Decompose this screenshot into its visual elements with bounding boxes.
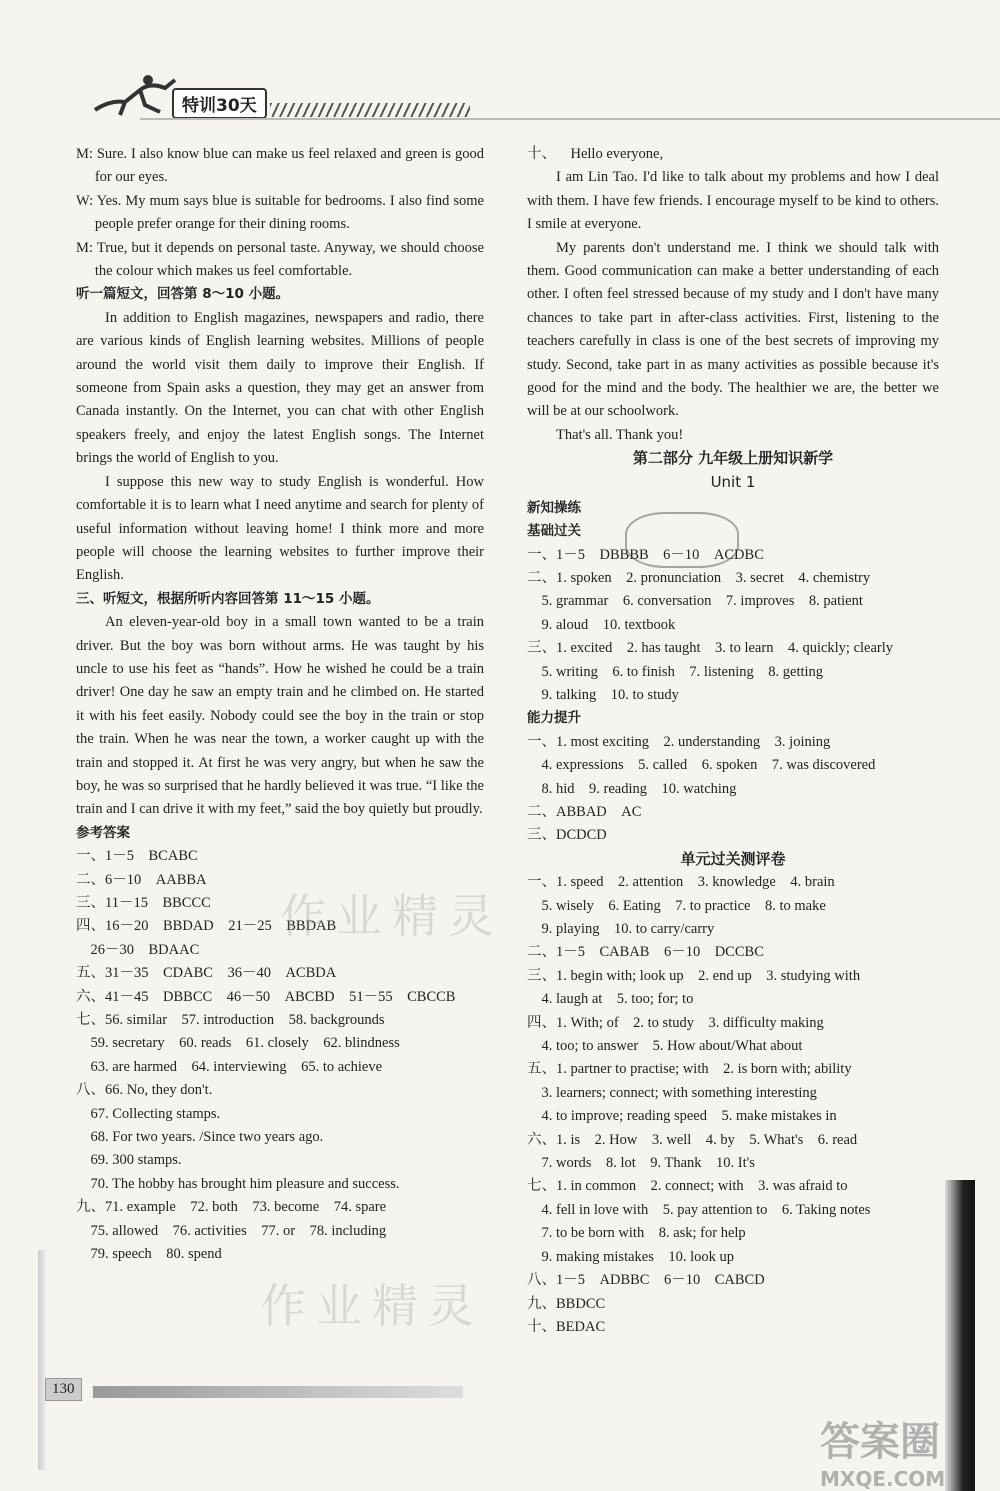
unit-title: Unit 1 bbox=[710, 472, 756, 491]
passage-paragraph: An eleven-year-old boy in a small town wanted to be a train driver. But the boy was born without arms. He was taught by his uncle to use his feet as “hands”. How he wished he could be a train driver! One day he saw an empty train and he climbed on. He started it with his feet easily. Nobody could see the boy in the train or stop the train. When he was near the town, a worker caught up with the train and stopped it. At first he was very angry, but when he saw the boy, he was so surprised that he hardly believed it was true. “I like the train and I can drive it with my feet,” said the boy quietly but proudly. bbox=[76, 614, 484, 818]
header-rule bbox=[140, 118, 1000, 120]
answer-line: 67. Collecting stamps. bbox=[76, 1105, 221, 1122]
answer-line: 63. are harmed 64. interviewing 65. to achieve bbox=[76, 1058, 383, 1075]
answer-line: 六、41－45 DBBCC 46－50 ABCBD 51－55 CBCCB bbox=[76, 988, 456, 1005]
answer-line: 八、1－5 ADBBC 6－10 CABCD bbox=[527, 1272, 765, 1289]
header-stripe bbox=[270, 103, 470, 117]
answer-line: 四、1. With; of 2. to study 3. difficulty making bbox=[527, 1014, 824, 1031]
answers-heading: 参考答案 bbox=[76, 824, 130, 841]
corner-watermark bbox=[820, 1410, 945, 1491]
answer-line: 四、16－20 BBDAD 21－25 BBDAB bbox=[76, 918, 337, 935]
dialog-line: M: True, but it depends on personal taste. Anyway, we should choose the colour which makes us feel comfortable. bbox=[76, 239, 484, 280]
answer-line: 4. too; to answer 5. How about/What about bbox=[527, 1038, 803, 1055]
answer-line: 75. allowed 76. activities 77. or 78. including bbox=[76, 1222, 387, 1239]
page-header bbox=[80, 70, 1000, 130]
corner-watermark-big: 答案圈 bbox=[820, 1419, 940, 1465]
answer-line: 七、56. similar 57. introduction 58. backgrounds bbox=[76, 1012, 385, 1029]
answer-line: 3. learners; connect; with something interesting bbox=[527, 1084, 817, 1101]
corner-watermark-small: MXQE.COM bbox=[820, 1467, 946, 1491]
answer-line: 六、1. is 2. How 3. well 4. by 5. What's 6. read bbox=[527, 1131, 858, 1148]
answer-line: 三、1. excited 2. has taught 3. to learn 4. quickly; clearly bbox=[527, 640, 894, 657]
watermark-text: 作业精灵 bbox=[280, 889, 504, 943]
left-column bbox=[76, 143, 484, 1267]
listen-heading: 听一篇短文，回答第 8～10 小题。 bbox=[76, 286, 290, 303]
part-title: 第二部分 九年级上册知识新学 bbox=[632, 449, 834, 468]
answer-line: 二、1. spoken 2. pronunciation 3. secret 4. chemistry bbox=[527, 569, 871, 586]
answer-line: 十、BEDAC bbox=[527, 1318, 606, 1335]
section3-heading: 三、听短文，根据所听内容回答第 11～15 小题。 bbox=[76, 590, 380, 607]
ability-heading: 能力提升 bbox=[527, 710, 581, 727]
section10-label: 十、 bbox=[527, 146, 556, 162]
letter-greeting: 十、 Hello everyone, bbox=[527, 146, 664, 162]
runner-logo-icon bbox=[90, 70, 180, 120]
answer-line: 4. laugh at 5. too; for; to bbox=[527, 991, 694, 1008]
page-number: 130 bbox=[45, 1378, 82, 1401]
answer-line: 7. to be born with 8. ask; for help bbox=[527, 1225, 746, 1242]
answer-line: 五、31－35 CDABC 36－40 ACBDA bbox=[76, 965, 337, 982]
answer-line: 9. aloud 10. textbook bbox=[527, 616, 676, 633]
answer-line: 26－30 BDAAC bbox=[76, 941, 200, 958]
stamp-seal bbox=[625, 512, 739, 568]
answer-line: 5. writing 6. to finish 7. listening 8. getting bbox=[527, 663, 824, 680]
answer-line: 4. fell in love with 5. pay attention to 6. Taking notes bbox=[527, 1201, 871, 1218]
basic-heading: 基础过关 bbox=[527, 523, 581, 540]
answer-line: 二、ABBAD AC bbox=[527, 803, 642, 820]
letter-paragraph: My parents don't understand me. I think we should talk with them. Good communication can make a better understanding of each other. I often feel stressed because of my study and I don't have many chances to take part in after-class activities. First, listening to the teachers carefully in class is one of the best secrets of improving my study. Second, take part in as many activities as possible because it's good for the mind and the body. The healthier we are, the better we will be at our schoolwork. bbox=[527, 239, 939, 420]
answer-line: 二、6－10 AABBA bbox=[76, 871, 207, 888]
answer-line: 一、1－5 DBBBB 6－10 ACDBC bbox=[527, 546, 764, 563]
answer-line: 八、66. No, they don't. bbox=[76, 1082, 213, 1099]
answer-line: 一、1. most exciting 2. understanding 3. joining bbox=[527, 733, 831, 750]
page-edge-shadow bbox=[38, 1250, 46, 1470]
answer-line: 三、DCDCD bbox=[527, 827, 607, 844]
header-tag: 特训30天 bbox=[172, 88, 267, 119]
answer-line: 五、1. partner to practise; with 2. is born with; ability bbox=[527, 1061, 852, 1078]
answer-line: 9. making mistakes 10. look up bbox=[527, 1248, 735, 1265]
answer-line: 九、BBDCC bbox=[527, 1295, 606, 1312]
answer-line: 7. words 8. lot 9. Thank 10. It's bbox=[527, 1155, 755, 1172]
passage-paragraph: I suppose this new way to study English is wonderful. How comfortable it is to learn what I need anytime and search for plenty of useful information without leaving home! I think more and more people will choose the learning websites to further improve their English. bbox=[76, 473, 484, 584]
passage-paragraph: In addition to English magazines, newspapers and radio, there are various kinds of English learning websites. Millions of people around the world visit them daily to improve their English. If someone from Spain asks a question, they may get an answer from Canada instantly. On the Internet, you can chat with other English speakers freely, and enjoy the latest English songs. The Internet brings the world of English to you. bbox=[76, 309, 484, 467]
answer-line: 9. playing 10. to carry/carry bbox=[527, 921, 715, 937]
answer-line: 5. wisely 6. Eating 7. to practice 8. to make bbox=[527, 897, 826, 914]
page-footer bbox=[45, 1378, 465, 1406]
answer-line: 七、1. in common 2. connect; with 3. was afraid to bbox=[527, 1178, 848, 1195]
answer-line: 4. expressions 5. called 6. spoken 7. was discovered bbox=[527, 757, 876, 774]
right-column bbox=[527, 143, 939, 1339]
answer-line: 79. speech 80. spend bbox=[76, 1246, 222, 1263]
answer-line: 九、71. example 72. both 73. become 74. spare bbox=[76, 1199, 387, 1216]
answer-line: 5. grammar 6. conversation 7. improves 8. patient bbox=[527, 593, 863, 610]
letter-closing: That's all. Thank you! bbox=[556, 426, 684, 443]
dialog-line: W: Yes. My mum says blue is suitable for bedrooms. I also find some people prefer orange for their dining rooms. bbox=[76, 192, 484, 233]
answer-line: 9. talking 10. to study bbox=[527, 686, 679, 703]
answer-line: 三、11－15 BBCCC bbox=[76, 895, 211, 911]
test-title: 单元过关测评卷 bbox=[680, 849, 786, 868]
page-edge-shadow bbox=[945, 1180, 975, 1491]
answer-line: 8. hid 9. reading 10. watching bbox=[527, 780, 737, 797]
answer-line: 70. The hobby has brought him pleasure and success. bbox=[76, 1175, 400, 1192]
answer-line: 一、1－5 BCABC bbox=[76, 848, 198, 865]
letter-paragraph: I am Lin Tao. I'd like to talk about my problems and how I deal with them. I have few friends. I encourage myself to be kind to others. I smile at everyone. bbox=[527, 169, 939, 233]
footer-bar bbox=[93, 1386, 463, 1398]
answer-line: 69. 300 stamps. bbox=[76, 1152, 182, 1169]
answer-line: 4. to improve; reading speed 5. make mistakes in bbox=[527, 1108, 837, 1125]
watermark-text: 作业精灵 bbox=[260, 1279, 484, 1333]
answer-line: 二、1－5 CABAB 6－10 DCCBC bbox=[527, 944, 764, 961]
dialog-line: M: Sure. I also know blue can make us feel relaxed and green is good for our eyes. bbox=[76, 146, 484, 186]
new-practice-heading: 新知操练 bbox=[527, 499, 581, 516]
answer-line: 一、1. speed 2. attention 3. knowledge 4. brain bbox=[527, 874, 835, 891]
answer-line: 三、1. begin with; look up 2. end up 3. studying with bbox=[527, 967, 861, 984]
answer-line: 59. secretary 60. reads 61. closely 62. blindness bbox=[76, 1035, 400, 1052]
answer-line: 68. For two years. /Since two years ago. bbox=[76, 1129, 324, 1146]
